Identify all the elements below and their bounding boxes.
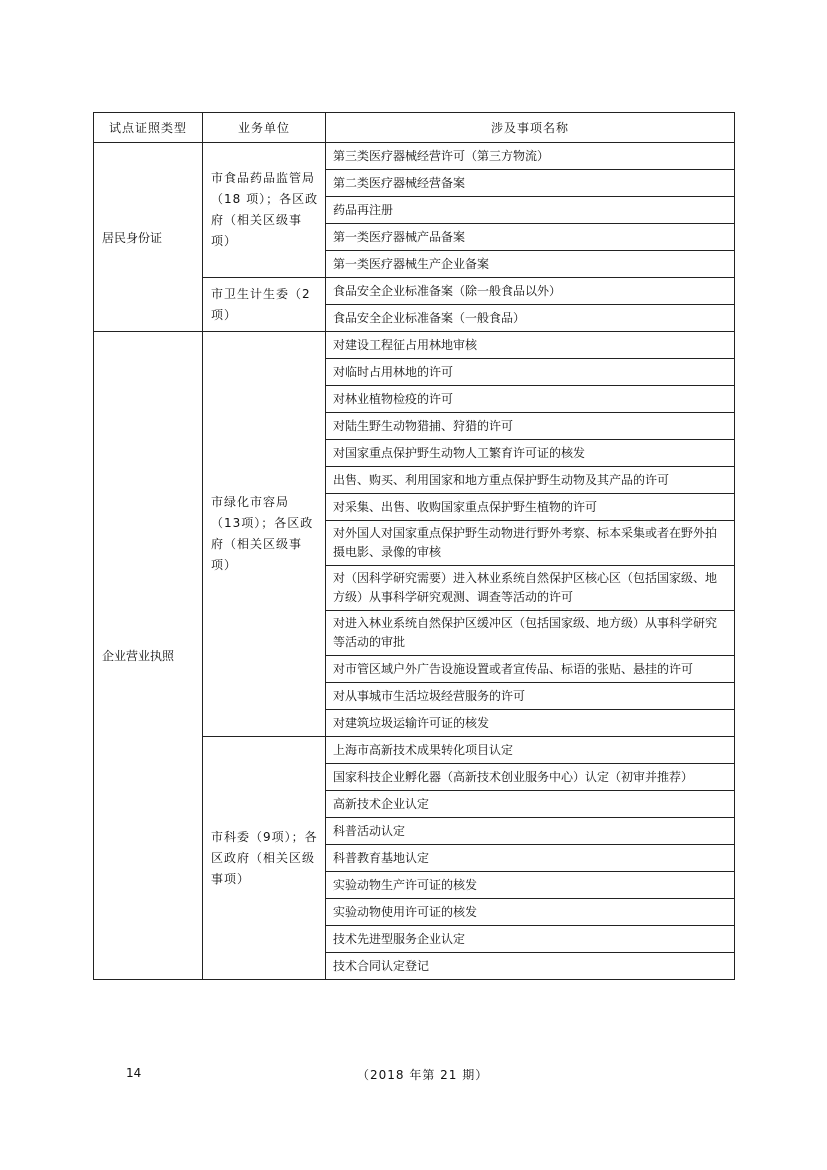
matter-name-cell: 国家科技企业孵化器（高新技术创业服务中心）认定（初审并推荐） <box>326 764 735 791</box>
matter-name-cell: 对外国人对国家重点保护野生动物进行野外考察、标本采集或者在野外拍摄电影、录像的审核 <box>326 521 735 566</box>
matter-name-cell: 第三类医疗器械经营许可（第三方物流） <box>326 143 735 170</box>
page-number: 14 <box>126 1066 142 1080</box>
matter-name-cell: 对林业植物检疫的许可 <box>326 386 735 413</box>
business-unit-cell: 市绿化市容局（13项）；各区政府（相关区级事项） <box>203 332 326 737</box>
license-type-cell: 企业营业执照 <box>94 332 203 980</box>
business-unit-cell: 市科委（9项）；各区政府（相关区级事项） <box>203 737 326 980</box>
matter-name-cell: 对国家重点保护野生动物人工繁育许可证的核发 <box>326 440 735 467</box>
matters-table <box>93 112 735 980</box>
issue-label: （2018 年第 21 期） <box>357 1068 489 1082</box>
matter-name-cell: 对市管区域户外广告设施设置或者宣传品、标语的张贴、悬挂的许可 <box>326 656 735 683</box>
matter-name-cell: 技术合同认定登记 <box>326 953 735 980</box>
header-license-type: 试点证照类型 <box>94 113 203 143</box>
matter-name-cell: 食品安全企业标准备案（除一般食品以外） <box>326 278 735 305</box>
table-body <box>94 143 735 980</box>
matter-name-cell: 对从事城市生活垃圾经营服务的许可 <box>326 683 735 710</box>
matter-name-cell: 对临时占用林地的许可 <box>326 359 735 386</box>
business-unit-cell: 市卫生计生委（2项） <box>203 278 326 332</box>
matter-name-cell: 技术先进型服务企业认定 <box>326 926 735 953</box>
matter-name-cell: 实验动物使用许可证的核发 <box>326 899 735 926</box>
matter-name-cell: 对陆生野生动物猎捕、狩猎的许可 <box>326 413 735 440</box>
matter-name-cell: 科普教育基地认定 <box>326 845 735 872</box>
matter-name-cell: 高新技术企业认定 <box>326 791 735 818</box>
header-matter-name: 涉及事项名称 <box>326 113 735 143</box>
matter-name-cell: 对进入林业系统自然保护区缓冲区（包括国家级、地方级）从事科学研究等活动的审批 <box>326 611 735 656</box>
business-unit-cell: 市食品药品监管局（18 项）；各区政府（相关区级事项） <box>203 143 326 278</box>
matter-name-cell: 药品再注册 <box>326 197 735 224</box>
matter-name-cell: 对采集、出售、收购国家重点保护野生植物的许可 <box>326 494 735 521</box>
matter-name-cell: 食品安全企业标准备案（一般食品） <box>326 305 735 332</box>
matter-name-cell: 对（因科学研究需要）进入林业系统自然保护区核心区（包括国家级、地方级）从事科学研究观测、调查等活动的许可 <box>326 566 735 611</box>
matter-name-cell: 上海市高新技术成果转化项目认定 <box>326 737 735 764</box>
matter-name-cell: 第二类医疗器械经营备案 <box>326 170 735 197</box>
matter-name-cell: 第一类医疗器械产品备案 <box>326 224 735 251</box>
table-row <box>94 143 735 170</box>
table-row <box>94 332 735 359</box>
matter-name-cell: 实验动物生产许可证的核发 <box>326 872 735 899</box>
matter-name-cell: 对建设工程征占用林地审核 <box>326 332 735 359</box>
license-type-cell: 居民身份证 <box>94 143 203 332</box>
matter-name-cell: 第一类医疗器械生产企业备案 <box>326 251 735 278</box>
matter-name-cell: 出售、购买、利用国家和地方重点保护野生动物及其产品的许可 <box>326 467 735 494</box>
matter-name-cell: 科普活动认定 <box>326 818 735 845</box>
table-header-row <box>94 113 735 143</box>
matter-name-cell: 对建筑垃圾运输许可证的核发 <box>326 710 735 737</box>
header-business-unit: 业务单位 <box>203 113 326 143</box>
